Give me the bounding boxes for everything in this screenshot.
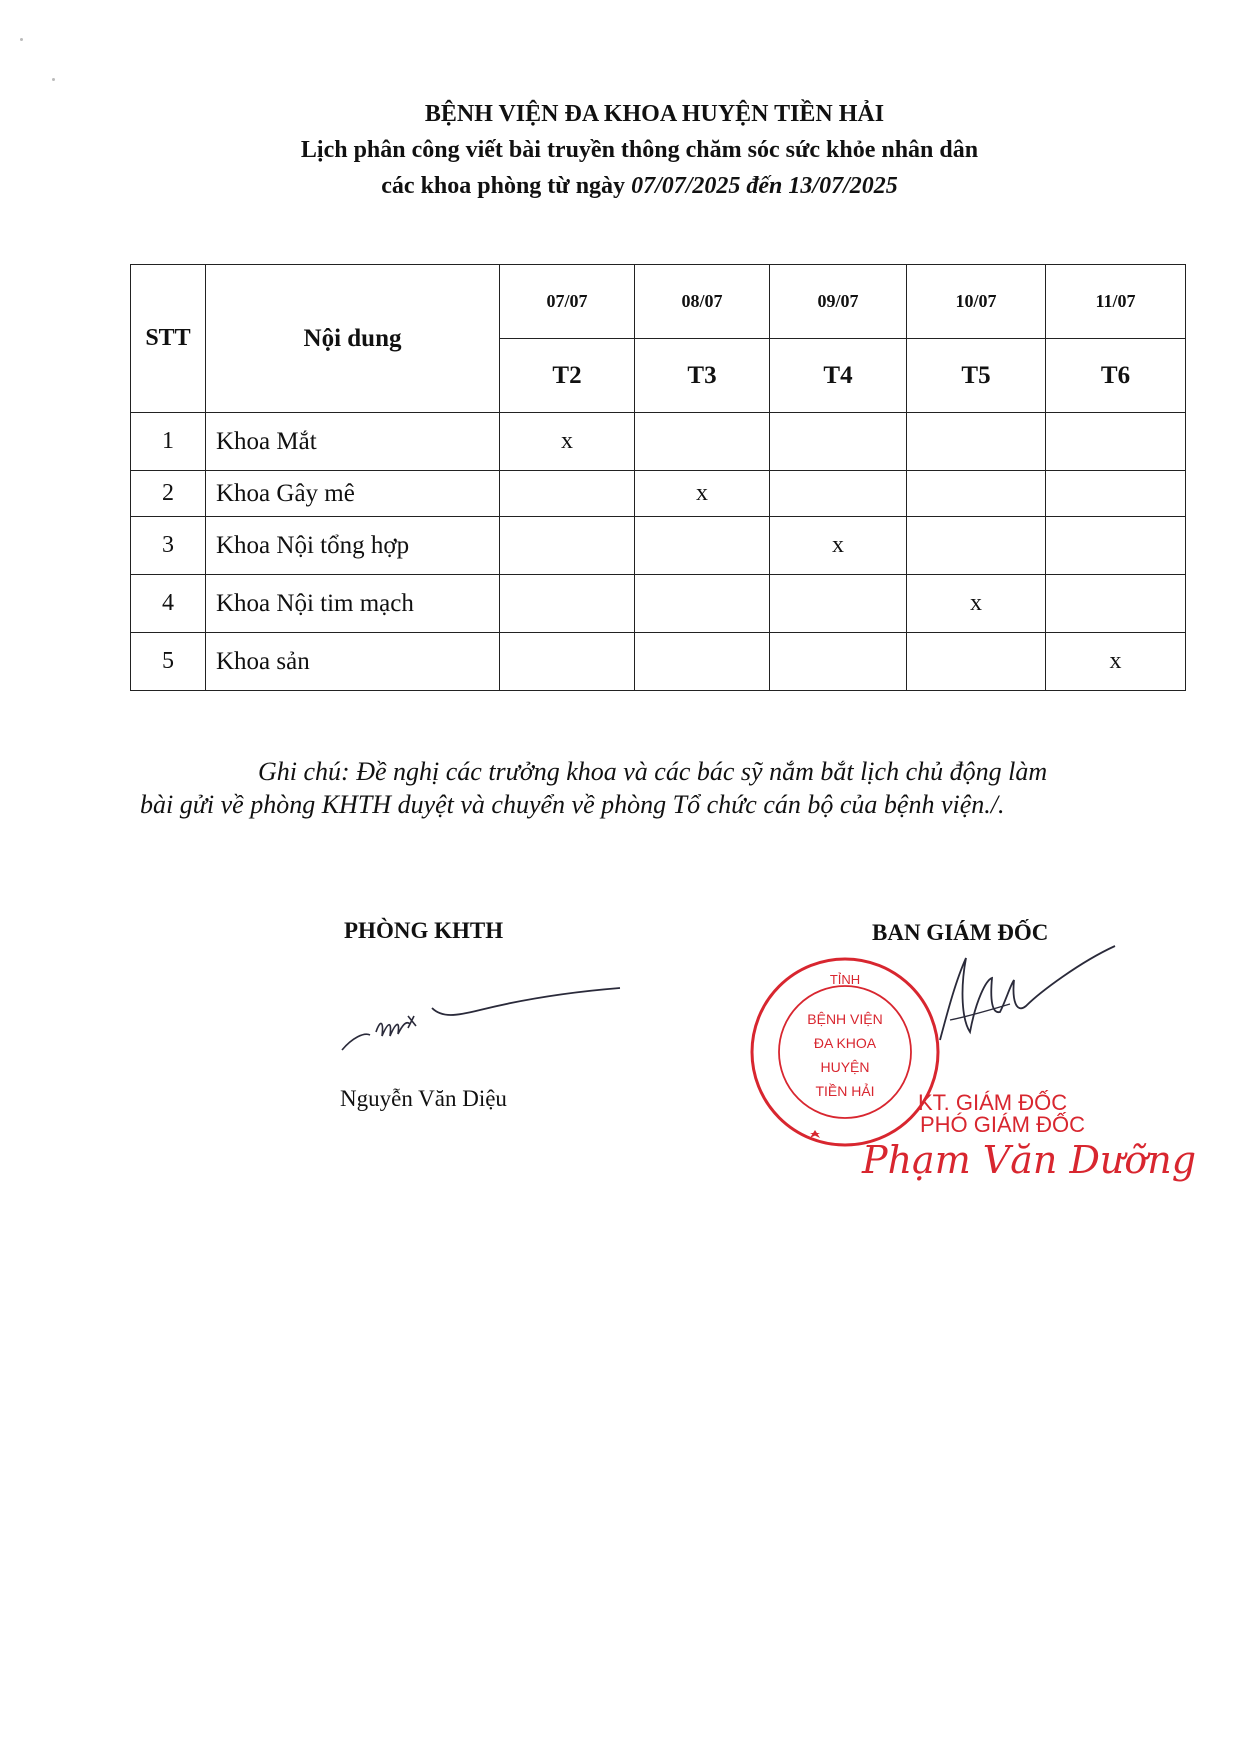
schedule-mark: x [635,471,770,517]
schedule-mark: x [1046,633,1186,691]
schedule-mark [907,413,1046,471]
header-date: 10/07 [907,265,1046,339]
schedule-mark [500,471,635,517]
schedule-mark [1046,413,1186,471]
scan-speck [52,78,55,81]
header-day: T5 [907,339,1046,413]
note-paragraph [140,755,1140,821]
schedule-mark: x [770,517,907,575]
header-content: Nội dung [206,265,500,413]
schedule-mark [907,633,1046,691]
stamp-center-line: HUYỆN [820,1059,870,1075]
note-line: bài gửi về phòng KHTH duyệt và chuyển về phòng Tổ chức cán bộ của bệnh viện./. [140,790,1005,819]
document-subtitle [40,168,1239,204]
stamp-center-line: ĐA KHOA [813,1035,877,1051]
stamp-top-text: TỈNH [829,972,861,987]
scan-speck [20,38,23,41]
table-row [131,633,1186,691]
table-row [131,517,1186,575]
schedule-mark [500,633,635,691]
handwritten-signature-right [930,940,1120,1060]
header-day: T6 [1046,339,1186,413]
schedule-mark [1046,575,1186,633]
right-signature-title: BAN GIÁM ĐỐC [872,920,1049,945]
header-stt: STT [131,265,206,413]
header-date: 07/07 [500,265,635,339]
schedule-mark [770,575,907,633]
schedule-mark [770,471,907,517]
table-row [131,471,1186,517]
table-row [131,575,1186,633]
row-number: 3 [131,517,206,575]
schedule-mark [907,471,1046,517]
schedule-mark [500,517,635,575]
row-number: 5 [131,633,206,691]
signer-role-line: KT. GIÁM ĐỐC [918,1090,1068,1115]
hospital-name: BỆNH VIỆN ĐA KHOA HUYỆN TIỀN HẢI [424,101,885,127]
document-title: Lịch phân công viết bài truyền thông chăm sóc sức khỏe nhân dân [300,137,979,163]
note-line: Ghi chú: Đề nghị các trưởng khoa và các bác sỹ nắm bắt lịch chủ động làm [258,757,1048,786]
row-number: 1 [131,413,206,471]
schedule-mark [770,413,907,471]
left-signature-title: PHÒNG KHTH [344,918,504,943]
schedule-mark: x [500,413,635,471]
subtitle-dates: 07/07/2025 đến 13/07/2025 [631,173,898,199]
header-date: 11/07 [1046,265,1186,339]
stamp-center-line: TIỀN HẢI [815,1083,875,1099]
schedule-table [130,264,1186,691]
schedule-mark [635,517,770,575]
schedule-mark [770,633,907,691]
signer-role [918,1092,1158,1136]
schedule-mark [1046,471,1186,517]
table-row [131,413,1186,471]
header-day: T4 [770,339,907,413]
header-date: 09/07 [770,265,907,339]
left-signer-name: Nguyễn Văn Diệu [340,1086,507,1111]
schedule-mark [635,633,770,691]
document-header [0,96,1239,204]
schedule-mark: x [907,575,1046,633]
subtitle-prefix: các khoa phòng từ ngày [381,173,632,199]
header-day: T3 [635,339,770,413]
department-name: Khoa Nội tim mạch [206,575,500,633]
schedule-mark [907,517,1046,575]
handwritten-signature-left [330,980,630,1060]
header-day: T2 [500,339,635,413]
schedule-mark [635,413,770,471]
schedule-mark [1046,517,1186,575]
stamp-center-line: BỆNH VIỆN [807,1011,883,1027]
department-name: Khoa sản [206,633,500,691]
header-date: 08/07 [635,265,770,339]
schedule-mark [500,575,635,633]
department-name: Khoa Gây mê [206,471,500,517]
department-name: Khoa Mắt [206,413,500,471]
right-signer-name: Phạm Văn Dưỡng [862,1138,1197,1182]
schedule-mark [635,575,770,633]
row-number: 4 [131,575,206,633]
department-name: Khoa Nội tổng hợp [206,517,500,575]
signer-role-line: PHÓ GIÁM ĐỐC [920,1112,1086,1137]
row-number: 2 [131,471,206,517]
